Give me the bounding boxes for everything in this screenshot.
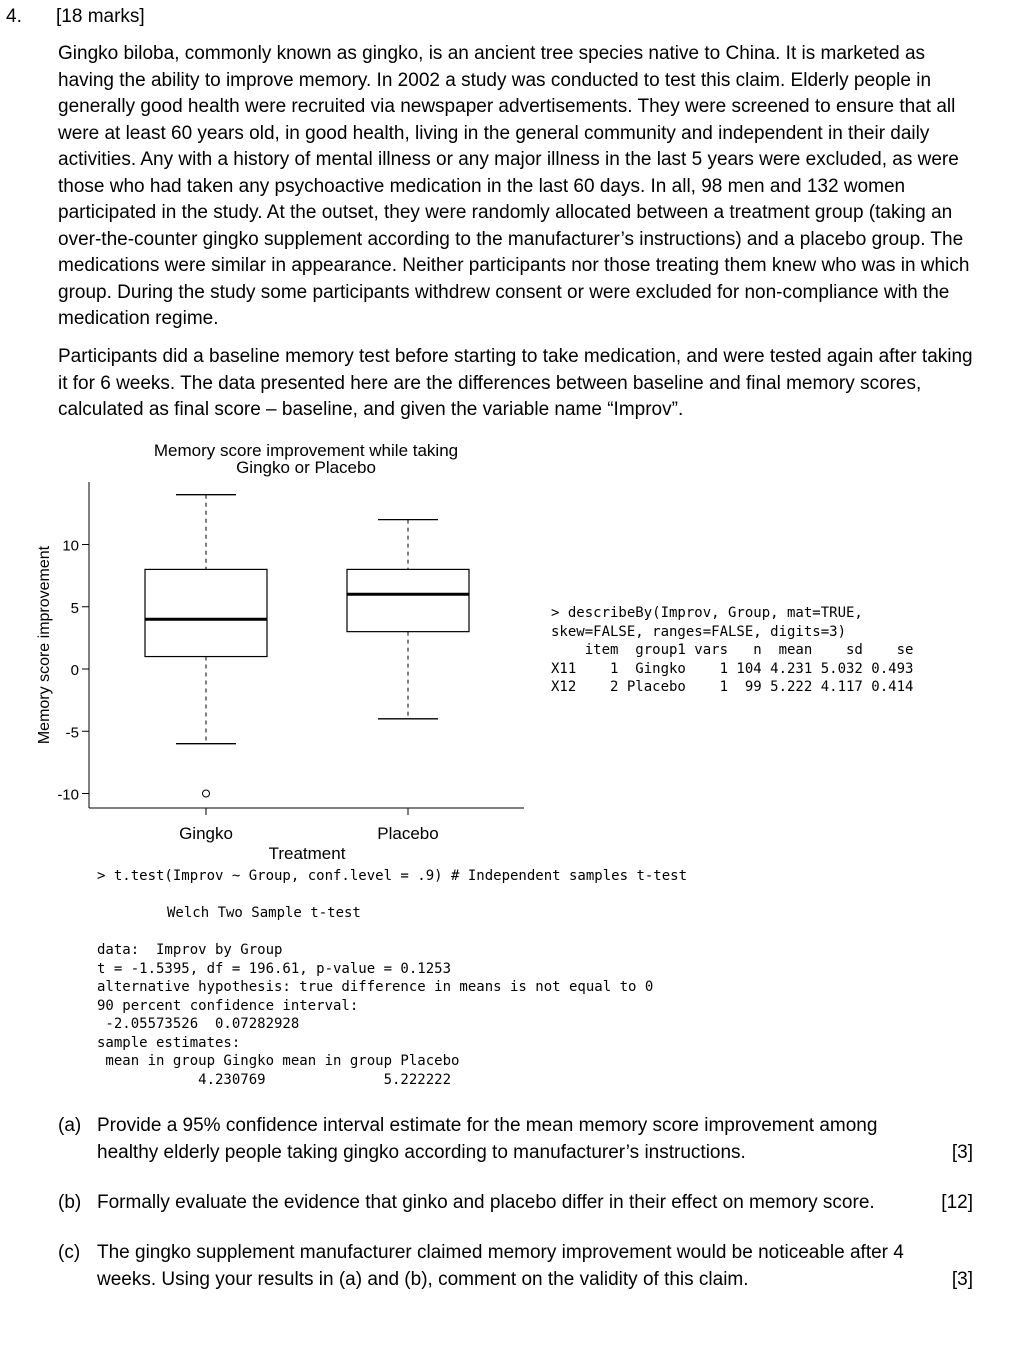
part-c xyxy=(58,1240,973,1296)
chart-title-line-1: Memory score improvement while taking xyxy=(153,441,459,460)
ttest-title: Welch Two Sample t-test xyxy=(167,905,361,921)
x-tick-label-gingko: Gingko xyxy=(179,824,233,843)
ttest-command: > t.test(Improv ~ Group, conf.level = .9) # Independent samples t-test xyxy=(97,868,688,884)
part-c-text: The gingko supplement manufacturer claimed memory improvement would be noticeable after 4 weeks. Using your results in (a) and (b), comment on the validity of this claim. xyxy=(97,1242,904,1290)
part-a-marks: [3] xyxy=(951,1141,973,1163)
part-b-text: Formally evaluate the evidence that ginko and placebo differ in their effect on memory score. xyxy=(97,1192,875,1213)
boxplot-chart xyxy=(0,430,540,870)
method-paragraph: Participants did a baseline memory test before starting to take medication, and were tested again after taking it for 6 weeks. The data presented here are the differences between baseline and final memory scores, calculated as final score – baseline, and given the variable name “Improv”. xyxy=(58,346,973,420)
gingko-box xyxy=(145,569,267,656)
part-a-label: (a) xyxy=(58,1115,82,1136)
y-tick-label: 5 xyxy=(70,599,79,617)
question-marks: [18 marks] xyxy=(56,6,145,27)
part-b-label: (b) xyxy=(58,1192,82,1213)
placebo-box xyxy=(347,569,469,631)
question-number: 4. xyxy=(6,6,22,27)
part-b xyxy=(58,1190,973,1220)
intro-paragraph: Gingko biloba, commonly known as gingko, is an ancient tree species native to China. It is marketed as having the ability to improve memory. In 2002 a study was conducted to test this claim. Elderly people in generally good health were recruited via newspaper advertisements. They were screened to ensure that all were at least 60 years old, in good health, living in the general community and independent in their daily activities. Any with a history of mental illness or any major illness in the last 5 years were excluded, as were those who had taken any psychoactive medication in the last 60 days. In all, 98 men and 132 women participated in the study. At the outset, they were randomly allocated between a treatment group (taking an over-the-counter gingko supplement according to the manufacturer’s instructions) and a placebo group. The medications were similar in appearance. Neither participants nor those treating them knew who was in which group. During the study some participants withdrew consent or were excluded for non-compliance with the medication regime. xyxy=(58,43,970,329)
part-c-label: (c) xyxy=(58,1242,81,1263)
y-tick-label: -10 xyxy=(57,786,79,804)
part-b-marks: [12] xyxy=(941,1192,973,1213)
ttest-output: data: Improv by Group t = -1.5395, df = 196.61, p-value = 0.1253 alternative hypothesis: true difference in means is not equal to 0 90 percent confidence interval: -2.05573526 0.07282928 sample estimates: mean in group Gingko mean in group Placebo 4.230769 5.222222 xyxy=(97,942,654,1088)
part-a xyxy=(58,1113,973,1169)
describeby-output: > describeBy(Improv, Group, mat=TRUE, skew=FALSE, ranges=FALSE, digits=3) item group1 vars n mean sd se X11 1 Gingko 1 104 4.231 5.032 0.493 X12 2 Placebo 1 99 5.222 4.117 0.414 xyxy=(551,605,914,695)
gingko-outlier xyxy=(203,790,210,797)
y-axis-label: Memory score improvement xyxy=(36,545,53,745)
x-axis-label: Treatment xyxy=(268,844,346,863)
y-tick-label: -5 xyxy=(65,724,79,742)
x-tick-label-placebo: Placebo xyxy=(377,824,439,843)
y-tick-label: 10 xyxy=(62,537,79,555)
part-c-marks: [3] xyxy=(951,1268,973,1290)
y-tick-label: 0 xyxy=(70,662,79,679)
chart-title-line-2: Gingko or Placebo xyxy=(236,458,376,477)
part-a-text: Provide a 95% confidence interval estimate for the mean memory score improvement among healthy elderly people taking gingko according to manufacturer’s instructions. xyxy=(97,1115,878,1163)
